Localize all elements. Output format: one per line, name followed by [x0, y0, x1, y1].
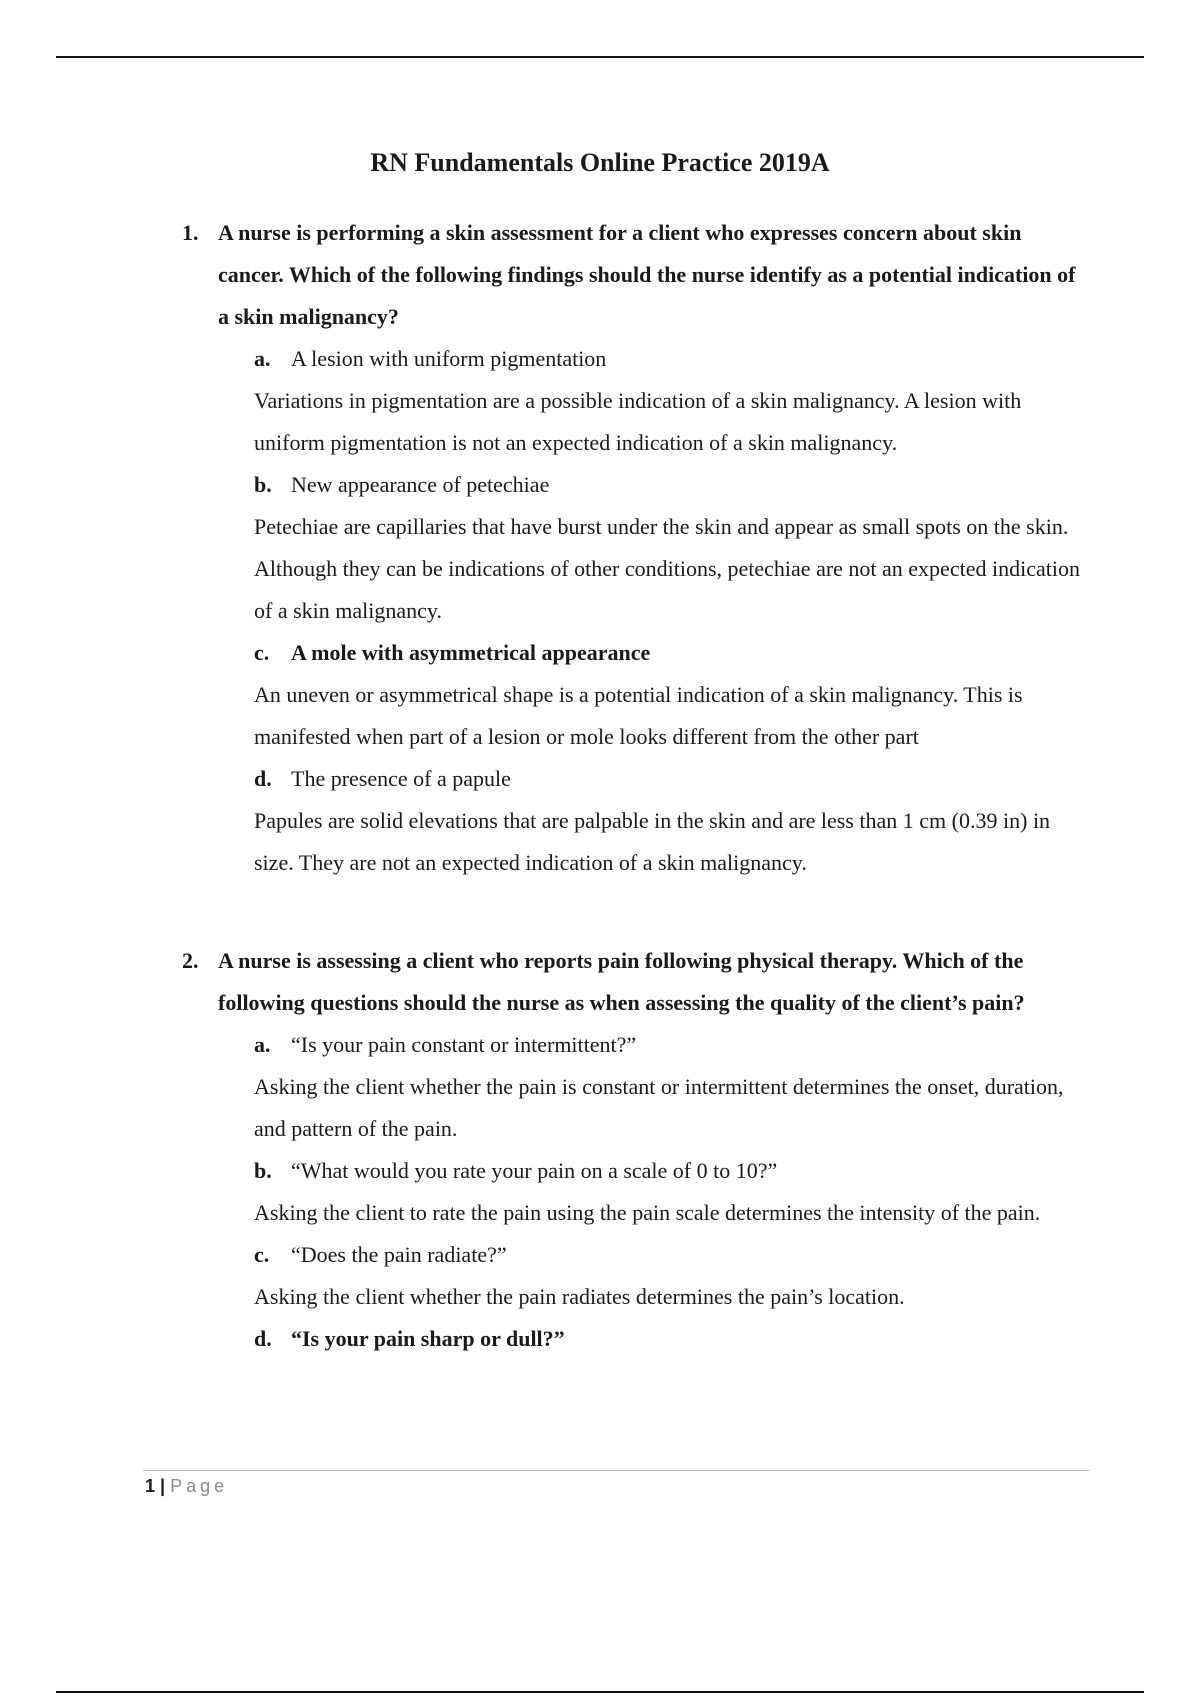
option-letter: a.: [254, 1032, 271, 1057]
option-a: [254, 338, 1082, 380]
option-letter: b.: [254, 472, 272, 497]
option-rationale: Asking the client whether the pain radiates determines the pain’s location.: [254, 1284, 905, 1309]
option-rationale: Papules are solid elevations that are palpable in the skin and are less than 1 cm (0.39 in) in size. They are not an expected indication of a skin malignancy.: [254, 808, 1051, 875]
option-letter: c.: [254, 1242, 270, 1267]
option-rationale: Asking the client to rate the pain using the pain scale determines the intensity of the pain.: [254, 1200, 1041, 1225]
question-text: A nurse is performing a skin assessment for a client who expresses concern about skin cancer. Which of the following findings should the nurse identify as a potential indication of a skin malignancy?: [218, 220, 1076, 329]
footer-rule: [143, 1470, 1090, 1471]
option-d-correct: [254, 1318, 1082, 1360]
option-rationale: Petechiae are capillaries that have burst under the skin and appear as small spots on the skin. Although they can be indications of other conditions, petechiae are not an expected indication of a skin malignancy.: [254, 514, 1080, 623]
question-stem: [182, 940, 1082, 1024]
question-1: [182, 212, 1082, 884]
option-text: “Does the pain radiate?”: [291, 1242, 507, 1267]
option-c: [254, 1234, 1082, 1276]
options-list: [254, 1024, 1082, 1360]
option-c-correct: [254, 632, 1082, 674]
footer-separator: |: [160, 1476, 166, 1496]
option-d: [254, 758, 1082, 800]
question-number: 1.: [182, 220, 199, 245]
option-rationale: An uneven or asymmetrical shape is a potential indication of a skin malignancy. This is manifested when part of a lesion or mole looks different from the other part: [254, 682, 1023, 749]
option-text: “Is your pain constant or intermittent?”: [291, 1032, 637, 1057]
question-number: 2.: [182, 948, 199, 973]
option-text: The presence of a papule: [291, 766, 511, 791]
page-number: 1: [145, 1476, 156, 1496]
option-letter: d.: [254, 766, 272, 791]
option-rationale: Asking the client whether the pain is constant or intermittent determines the onset, duration, and pattern of the pain.: [254, 1074, 1064, 1141]
option-a: [254, 1024, 1082, 1066]
option-letter: a.: [254, 346, 271, 371]
option-text: “Is your pain sharp or dull?”: [291, 1326, 565, 1351]
option-b: [254, 1150, 1082, 1192]
option-text: A mole with asymmetrical appearance: [291, 640, 651, 665]
page-label: Page: [170, 1476, 229, 1496]
option-letter: b.: [254, 1158, 272, 1183]
option-text: “What would you rate your pain on a scale of 0 to 10?”: [291, 1158, 778, 1183]
option-letter: c.: [254, 640, 270, 665]
page-footer: [145, 1474, 228, 1498]
question-2: [182, 940, 1082, 1360]
options-list: [254, 338, 1082, 884]
question-stem: [182, 212, 1082, 338]
document-title: RN Fundamentals Online Practice 2019A: [370, 148, 830, 177]
bottom-border-rule: [56, 1691, 1144, 1693]
option-text: New appearance of petechiae: [291, 472, 550, 497]
top-border-rule: [56, 56, 1144, 58]
option-rationale: Variations in pigmentation are a possible indication of a skin malignancy. A lesion with uniform pigmentation is not an expected indication of a skin malignancy.: [254, 388, 1022, 455]
question-text: A nurse is assessing a client who reports pain following physical therapy. Which of the following questions should the nurse as when assessing the quality of the client’s pain?: [218, 948, 1025, 1015]
option-letter: d.: [254, 1326, 272, 1351]
option-text: A lesion with uniform pigmentation: [291, 346, 607, 371]
option-b: [254, 464, 1082, 506]
